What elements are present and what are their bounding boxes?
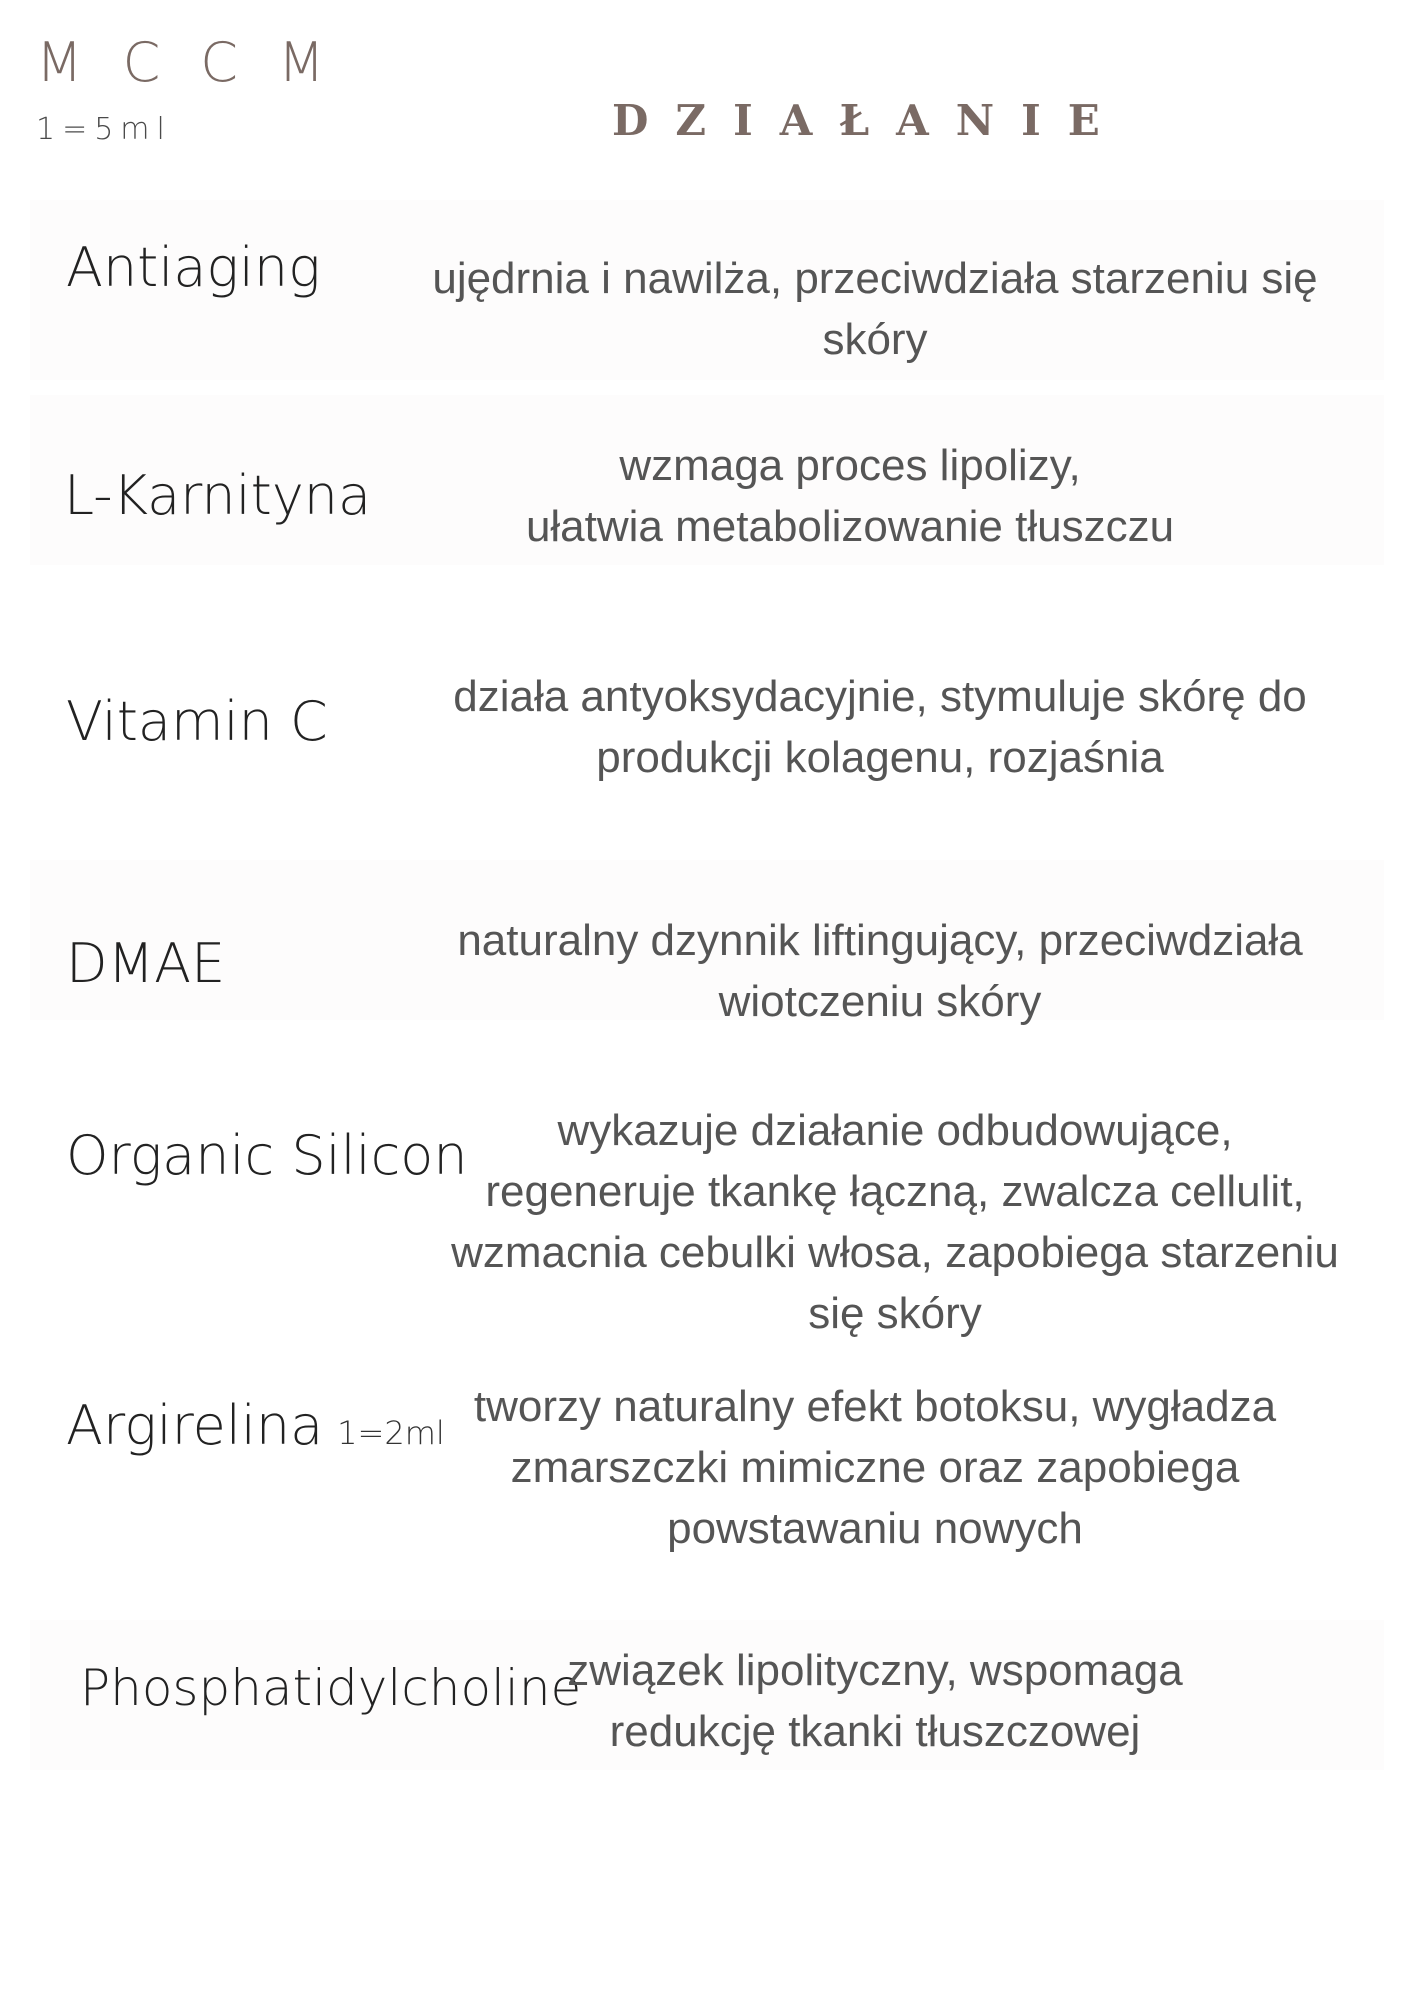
ingredient-name-argirelina-text: Argirelina	[66, 1394, 324, 1457]
unit-label: 1=5ml	[36, 112, 172, 147]
ingredient-desc-argirelina: tworzy naturalny efekt botoksu, wygładza zmarszczki mimiczne oraz zapobiega powstawaniu nowych	[473, 1382, 1277, 1553]
brand-logo: MCCM	[36, 31, 365, 94]
ingredient-desc-l-karnityna: wzmaga proces lipolizy, ułatwia metabolizowanie tłuszczu	[525, 441, 1175, 551]
column-heading: DZIAŁANIE	[612, 96, 1127, 145]
ingredient-name-antiaging: Antiaging	[66, 236, 321, 299]
ingredient-name-phosphatidylcholine: Phosphatidylcholine	[80, 1659, 582, 1717]
ingredient-desc-dmae: naturalny dzynnik liftingujący, przeciwdziała wiotczeniu skóry	[457, 916, 1303, 1026]
ingredient-name-dmae: DMAE	[66, 932, 226, 995]
ingredient-desc-antiaging: ujędrnia i nawilża, przeciwdziała starzeniu się skóry	[432, 254, 1318, 364]
ingredient-name-vitamin-c: Vitamin C	[66, 690, 328, 753]
ingredient-desc-organic-silicon: wykazuje działanie odbudowujące, regeneruje tkankę łączną, zwalcza cellulit, wzmacnia cebulki włosa, zapobiega starzeniu się skóry	[451, 1106, 1339, 1338]
ingredient-name-argirelina	[66, 1394, 445, 1459]
ingredient-desc-phosphatidylcholine: związek lipolityczny, wspomaga redukcję tkanki tłuszczowej	[567, 1646, 1183, 1756]
ingredient-name-organic-silicon: Organic Silicon	[66, 1124, 468, 1187]
ingredient-note-argirelina: 1=2ml	[337, 1414, 445, 1452]
ingredient-name-l-karnityna: L-Karnityna	[64, 464, 372, 527]
ingredient-desc-vitamin-c: działa antyoksydacyjnie, stymuluje skórę do produkcji kolagenu, rozjaśnia	[453, 672, 1307, 782]
